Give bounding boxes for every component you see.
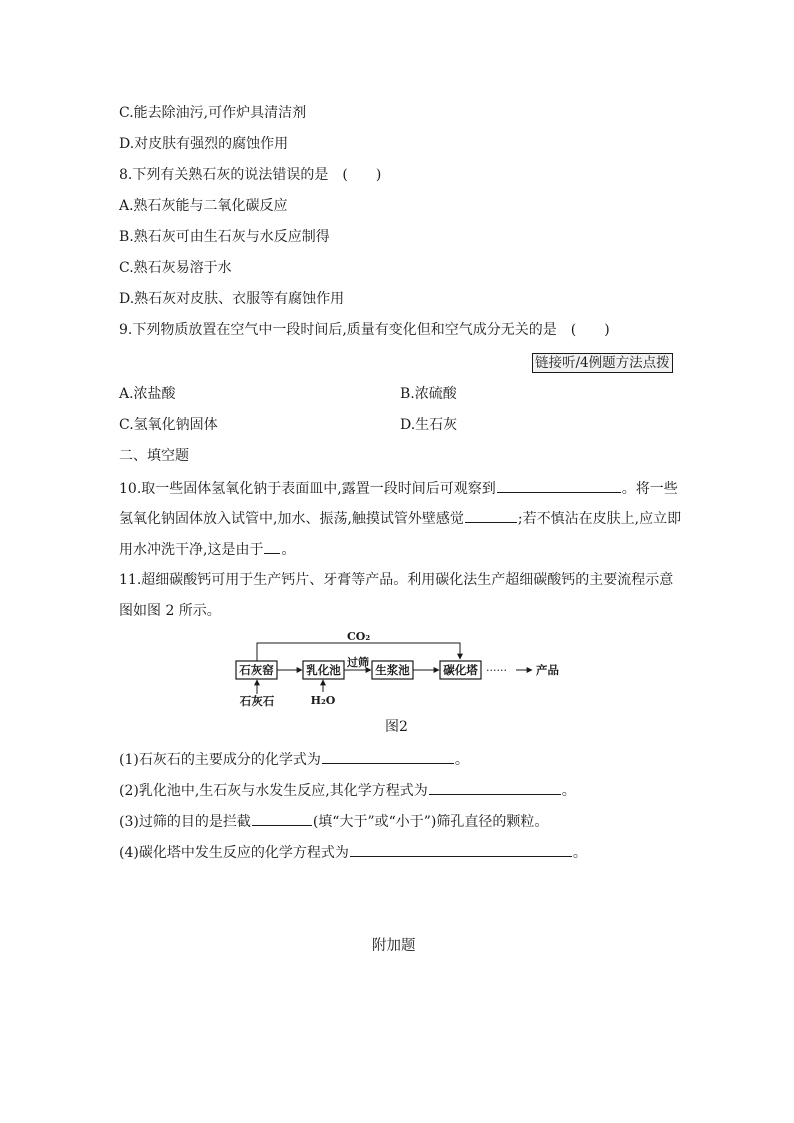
option-9c: C.氢氧化钠固体 — [119, 417, 218, 433]
question-8: 8.下列有关熟石灰的说法错误的是 ( ) — [119, 167, 382, 183]
product-label: 产品 — [536, 663, 559, 677]
figure-caption: 图2 — [385, 719, 408, 735]
question-10-line-1: 10.取一些固体氢氧化钠于表面皿中,露置一段时间后可观察到 。将一些 — [119, 478, 678, 499]
question-10-line-2: 氢氧化钠固体放入试管中,加水、振荡,触摸试管外壁感觉 ;若不慎沾在皮肤上,应立即 — [119, 508, 681, 529]
subquestion-2: (2)乳化池中,生石灰与水发生反应,其化学方程式为 。 — [119, 780, 576, 801]
co2-label: CO₂ — [347, 630, 371, 643]
subquestion-4: (4)碳化塔中发生反应的化学方程式为 。 — [119, 842, 587, 863]
sieve-label: 过筛 — [347, 656, 369, 669]
question-11-line-1: 11.超细碳酸钙可用于生产钙片、牙膏等产品。利用碳化法生产超细碳酸钙的主要流程示意 — [119, 572, 674, 588]
answer-blank[interactable] — [322, 749, 454, 764]
answer-blank[interactable] — [350, 842, 572, 857]
option-8c: C.熟石灰易溶于水 — [119, 260, 232, 276]
option-7c: C.能去除油污,可作炉具清洁剂 — [119, 105, 307, 121]
additional-questions-heading: 附加题 — [372, 938, 416, 954]
subquestion-3: (3)过筛的目的是拦截 (填“大于”或“小于”)筛孔直径的颗粒。 — [119, 811, 548, 832]
option-8b: B.熟石灰可由生石灰与水反应制得 — [119, 229, 330, 245]
carbonation-tower-label: 碳化塔 — [443, 663, 478, 677]
option-8a: A.熟石灰能与二氧化碳反应 — [119, 198, 288, 214]
question-9: 9.下列物质放置在空气中一段时间后,质量有变化但和空气成分无关的是 ( ) — [119, 322, 610, 338]
method-link-tag[interactable]: 链接听/4例题方法点拨 — [532, 353, 673, 373]
option-9a: A.浓盐酸 — [119, 386, 176, 402]
option-7d: D.对皮肤有强烈的腐蚀作用 — [119, 136, 289, 152]
section-heading: 二、填空题 — [119, 448, 189, 464]
output-dots: ······ — [486, 664, 507, 677]
answer-blank[interactable] — [264, 539, 280, 554]
option-9b: B.浓硫酸 — [400, 386, 457, 402]
emulsion-tank-label: 乳化池 — [306, 663, 341, 677]
answer-blank[interactable] — [429, 780, 561, 795]
answer-blank[interactable] — [252, 811, 312, 826]
limestone-label: 石灰石 — [239, 694, 275, 708]
question-10-line-3: 用水冲洗干净,这是由于 。 — [119, 539, 295, 560]
subquestion-1: (1)石灰石的主要成分的化学式为 。 — [119, 749, 469, 770]
option-8d: D.熟石灰对皮肤、衣服等有腐蚀作用 — [119, 291, 345, 307]
option-9d: D.生石灰 — [400, 417, 458, 433]
water-label: H₂O — [310, 694, 336, 707]
slurry-tank-label: 生浆池 — [375, 663, 410, 677]
answer-blank[interactable] — [465, 508, 517, 523]
lime-kiln-label: 石灰窑 — [239, 663, 274, 677]
question-11-line-2: 图如图 2 所示。 — [119, 603, 221, 619]
process-flow-diagram — [0, 628, 794, 708]
answer-blank[interactable] — [497, 478, 621, 493]
